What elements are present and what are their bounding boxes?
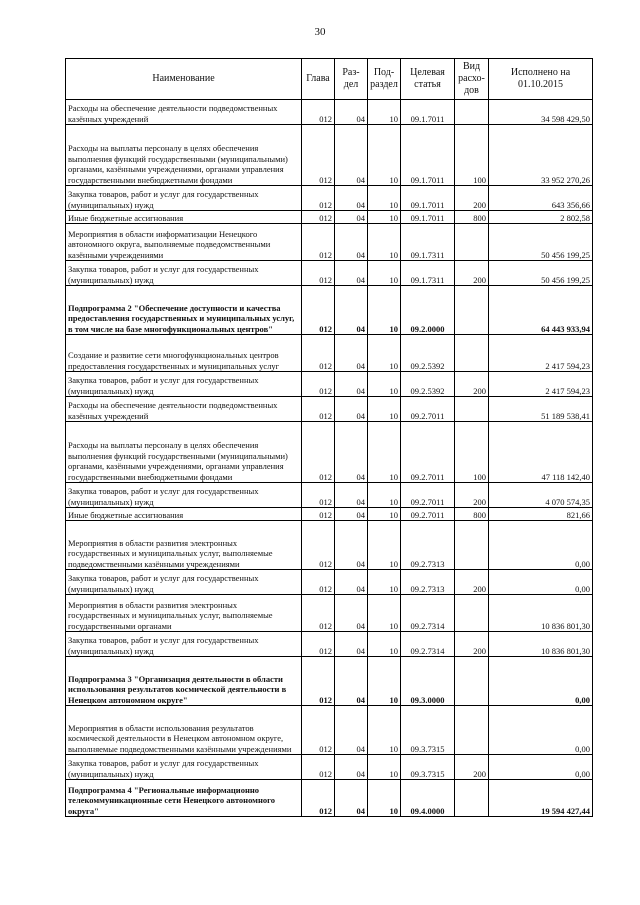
cell-podrazdel: 10 xyxy=(368,521,401,570)
cell-vid: 100 xyxy=(455,125,489,186)
cell-vid: 200 xyxy=(455,483,489,508)
cell-podrazdel: 10 xyxy=(368,211,401,224)
cell-statya: 09.2.7314 xyxy=(401,632,455,657)
cell-razdel: 04 xyxy=(335,521,368,570)
cell-glava: 012 xyxy=(302,570,335,595)
cell-statya: 09.1.7311 xyxy=(401,261,455,286)
cell-name: Подпрограмма 4 "Региональные информационно телекоммуникационные сети Ненецкого автономного округа" xyxy=(66,780,302,817)
cell-statya: 09.1.7011 xyxy=(401,125,455,186)
cell-ispolneno: 34 598 429,50 xyxy=(489,100,593,125)
cell-statya: 09.2.7011 xyxy=(401,422,455,483)
cell-vid: 200 xyxy=(455,632,489,657)
table-row xyxy=(66,224,593,261)
cell-name: Закупка товаров, работ и услуг для государственных (муниципальных) нужд xyxy=(66,632,302,657)
cell-vid: 100 xyxy=(455,422,489,483)
cell-ispolneno: 2 802,58 xyxy=(489,211,593,224)
cell-podrazdel: 10 xyxy=(368,372,401,397)
cell-ispolneno: 0,00 xyxy=(489,657,593,706)
cell-vid: 800 xyxy=(455,508,489,521)
cell-razdel: 04 xyxy=(335,595,368,632)
cell-name: Закупка товаров, работ и услуг для государственных (муниципальных) нужд xyxy=(66,570,302,595)
cell-vid xyxy=(455,224,489,261)
cell-vid xyxy=(455,657,489,706)
table-row xyxy=(66,706,593,755)
cell-razdel: 04 xyxy=(335,483,368,508)
cell-ispolneno: 0,00 xyxy=(489,570,593,595)
cell-name: Подпрограмма 2 "Обеспечение доступности и качества предоставления государственных и муниципальных услуг, в том числе на базе многофункциональных центров" xyxy=(66,286,302,335)
table-row xyxy=(66,211,593,224)
cell-podrazdel: 10 xyxy=(368,632,401,657)
cell-statya: 09.1.7011 xyxy=(401,186,455,211)
cell-razdel: 04 xyxy=(335,125,368,186)
cell-statya: 09.4.0000 xyxy=(401,780,455,817)
cell-razdel: 04 xyxy=(335,186,368,211)
cell-vid xyxy=(455,397,489,422)
cell-name: Закупка товаров, работ и услуг для государственных (муниципальных) нужд xyxy=(66,186,302,211)
header-row xyxy=(66,59,593,100)
cell-ispolneno: 643 356,66 xyxy=(489,186,593,211)
cell-glava: 012 xyxy=(302,335,335,372)
table-row xyxy=(66,372,593,397)
table-row xyxy=(66,755,593,780)
cell-vid: 200 xyxy=(455,261,489,286)
cell-glava: 012 xyxy=(302,224,335,261)
cell-ispolneno: 51 189 538,41 xyxy=(489,397,593,422)
cell-razdel: 04 xyxy=(335,422,368,483)
cell-ispolneno: 50 456 199,25 xyxy=(489,261,593,286)
cell-podrazdel: 10 xyxy=(368,397,401,422)
table-row xyxy=(66,780,593,817)
cell-razdel: 04 xyxy=(335,657,368,706)
cell-glava: 012 xyxy=(302,397,335,422)
cell-statya: 09.1.7311 xyxy=(401,224,455,261)
table-row xyxy=(66,521,593,570)
cell-statya: 09.1.7011 xyxy=(401,211,455,224)
cell-podrazdel: 10 xyxy=(368,224,401,261)
table-body xyxy=(66,100,593,817)
cell-razdel: 04 xyxy=(335,508,368,521)
table-row xyxy=(66,657,593,706)
table-row xyxy=(66,125,593,186)
cell-vid xyxy=(455,335,489,372)
cell-ispolneno: 64 443 933,94 xyxy=(489,286,593,335)
cell-razdel: 04 xyxy=(335,100,368,125)
cell-ispolneno: 0,00 xyxy=(489,706,593,755)
cell-podrazdel: 10 xyxy=(368,125,401,186)
cell-glava: 012 xyxy=(302,186,335,211)
cell-podrazdel: 10 xyxy=(368,508,401,521)
cell-razdel: 04 xyxy=(335,372,368,397)
cell-ispolneno: 821,66 xyxy=(489,508,593,521)
header-name: Наименование xyxy=(66,59,302,100)
cell-podrazdel: 10 xyxy=(368,335,401,372)
table-row xyxy=(66,595,593,632)
cell-name: Иные бюджетные ассигнования xyxy=(66,508,302,521)
cell-ispolneno: 0,00 xyxy=(489,521,593,570)
cell-ispolneno: 19 594 427,44 xyxy=(489,780,593,817)
cell-statya: 09.1.7011 xyxy=(401,100,455,125)
cell-vid xyxy=(455,706,489,755)
cell-vid xyxy=(455,521,489,570)
cell-podrazdel: 10 xyxy=(368,755,401,780)
table-row xyxy=(66,335,593,372)
cell-statya: 09.2.7011 xyxy=(401,397,455,422)
cell-podrazdel: 10 xyxy=(368,483,401,508)
header-glava: Глава xyxy=(302,59,335,100)
table-row xyxy=(66,483,593,508)
cell-name: Расходы на обеспечение деятельности подведомственных казённых учреждений xyxy=(66,397,302,422)
cell-name: Мероприятия в области информатизации Ненецкого автономного округа, выполняемые подведомственными казёнными учреждениями xyxy=(66,224,302,261)
cell-name: Закупка товаров, работ и услуг для государственных (муниципальных) нужд xyxy=(66,483,302,508)
cell-razdel: 04 xyxy=(335,706,368,755)
cell-vid xyxy=(455,595,489,632)
table-row xyxy=(66,508,593,521)
header-podrazdel: Под- раздел xyxy=(368,59,401,100)
cell-statya: 09.2.7011 xyxy=(401,483,455,508)
cell-glava: 012 xyxy=(302,755,335,780)
cell-name: Создание и развитие сети многофункциональных центров предоставления государственных и муниципальных услуг xyxy=(66,335,302,372)
cell-name: Закупка товаров, работ и услуг для государственных (муниципальных) нужд xyxy=(66,261,302,286)
cell-statya: 09.2.0000 xyxy=(401,286,455,335)
cell-podrazdel: 10 xyxy=(368,706,401,755)
cell-name: Подпрограмма 3 "Организация деятельности в области использования результатов космической деятельности в Ненецком автономном округе" xyxy=(66,657,302,706)
cell-ispolneno: 47 118 142,40 xyxy=(489,422,593,483)
table-row xyxy=(66,397,593,422)
table-row xyxy=(66,286,593,335)
cell-podrazdel: 10 xyxy=(368,261,401,286)
cell-podrazdel: 10 xyxy=(368,595,401,632)
cell-podrazdel: 10 xyxy=(368,657,401,706)
cell-name: Мероприятия в области использования результатов космической деятельности в Ненецком автономном округе, выполняемые подведомственными казёнными учреждениями xyxy=(66,706,302,755)
cell-statya: 09.2.7313 xyxy=(401,521,455,570)
cell-ispolneno: 0,00 xyxy=(489,755,593,780)
header-statya: Целевая статья xyxy=(401,59,455,100)
cell-razdel: 04 xyxy=(335,570,368,595)
cell-glava: 012 xyxy=(302,780,335,817)
cell-razdel: 04 xyxy=(335,755,368,780)
cell-razdel: 04 xyxy=(335,261,368,286)
cell-razdel: 04 xyxy=(335,397,368,422)
cell-vid xyxy=(455,780,489,817)
cell-ispolneno: 2 417 594,23 xyxy=(489,335,593,372)
cell-name: Расходы на выплаты персоналу в целях обеспечения выполнения функций государственными (муниципальными) органами, казёнными учреждениями, органами управления государственными внебюджетными фондами xyxy=(66,422,302,483)
cell-razdel: 04 xyxy=(335,335,368,372)
cell-ispolneno: 10 836 801,30 xyxy=(489,632,593,657)
cell-ispolneno: 10 836 801,30 xyxy=(489,595,593,632)
cell-glava: 012 xyxy=(302,657,335,706)
table-row xyxy=(66,261,593,286)
cell-podrazdel: 10 xyxy=(368,100,401,125)
cell-glava: 012 xyxy=(302,286,335,335)
cell-name: Мероприятия в области развития электронных государственных и муниципальных услуг, выполняемые подведомственными казёнными учреждениями xyxy=(66,521,302,570)
cell-ispolneno: 2 417 594,23 xyxy=(489,372,593,397)
cell-razdel: 04 xyxy=(335,224,368,261)
cell-name: Закупка товаров, работ и услуг для государственных (муниципальных) нужд xyxy=(66,372,302,397)
cell-glava: 012 xyxy=(302,100,335,125)
header-vid: Вид расхо- дов xyxy=(455,59,489,100)
cell-glava: 012 xyxy=(302,483,335,508)
page-number: 30 xyxy=(314,26,326,38)
cell-vid xyxy=(455,100,489,125)
cell-glava: 012 xyxy=(302,632,335,657)
budget-table xyxy=(65,58,593,817)
cell-vid: 200 xyxy=(455,570,489,595)
cell-vid: 200 xyxy=(455,755,489,780)
cell-statya: 09.3.7315 xyxy=(401,706,455,755)
cell-ispolneno: 50 456 199,25 xyxy=(489,224,593,261)
table-row xyxy=(66,186,593,211)
cell-statya: 09.2.7011 xyxy=(401,508,455,521)
cell-podrazdel: 10 xyxy=(368,186,401,211)
cell-glava: 012 xyxy=(302,422,335,483)
cell-razdel: 04 xyxy=(335,780,368,817)
cell-ispolneno: 33 952 270,26 xyxy=(489,125,593,186)
cell-statya: 09.3.0000 xyxy=(401,657,455,706)
header-ispolneno: Исполнено на 01.10.2015 xyxy=(489,59,593,100)
table-row xyxy=(66,422,593,483)
cell-vid xyxy=(455,286,489,335)
cell-statya: 09.2.5392 xyxy=(401,372,455,397)
cell-glava: 012 xyxy=(302,595,335,632)
cell-name: Закупка товаров, работ и услуг для государственных (муниципальных) нужд xyxy=(66,755,302,780)
cell-podrazdel: 10 xyxy=(368,780,401,817)
cell-podrazdel: 10 xyxy=(368,422,401,483)
table-row xyxy=(66,570,593,595)
cell-glava: 012 xyxy=(302,508,335,521)
table-header xyxy=(66,59,593,100)
cell-razdel: 04 xyxy=(335,211,368,224)
cell-name: Расходы на обеспечение деятельности подведомственных казённых учреждений xyxy=(66,100,302,125)
cell-glava: 012 xyxy=(302,372,335,397)
cell-statya: 09.2.7314 xyxy=(401,595,455,632)
cell-glava: 012 xyxy=(302,261,335,286)
cell-ispolneno: 4 070 574,35 xyxy=(489,483,593,508)
cell-razdel: 04 xyxy=(335,286,368,335)
cell-name: Расходы на выплаты персоналу в целях обеспечения выполнения функций государственными (муниципальными) органами, казёнными учреждениями, органами управления государственными внебюджетными фондами xyxy=(66,125,302,186)
cell-glava: 012 xyxy=(302,211,335,224)
cell-vid: 200 xyxy=(455,186,489,211)
cell-statya: 09.3.7315 xyxy=(401,755,455,780)
cell-vid: 200 xyxy=(455,372,489,397)
cell-name: Мероприятия в области развития электронных государственных и муниципальных услуг, выполняемые государственными органами xyxy=(66,595,302,632)
cell-statya: 09.2.7313 xyxy=(401,570,455,595)
cell-vid: 800 xyxy=(455,211,489,224)
cell-name: Иные бюджетные ассигнования xyxy=(66,211,302,224)
cell-glava: 012 xyxy=(302,125,335,186)
cell-glava: 012 xyxy=(302,706,335,755)
table-row xyxy=(66,632,593,657)
cell-statya: 09.2.5392 xyxy=(401,335,455,372)
header-razdel: Раз- дел xyxy=(335,59,368,100)
table-row xyxy=(66,100,593,125)
cell-glava: 012 xyxy=(302,521,335,570)
cell-podrazdel: 10 xyxy=(368,286,401,335)
cell-razdel: 04 xyxy=(335,632,368,657)
cell-podrazdel: 10 xyxy=(368,570,401,595)
